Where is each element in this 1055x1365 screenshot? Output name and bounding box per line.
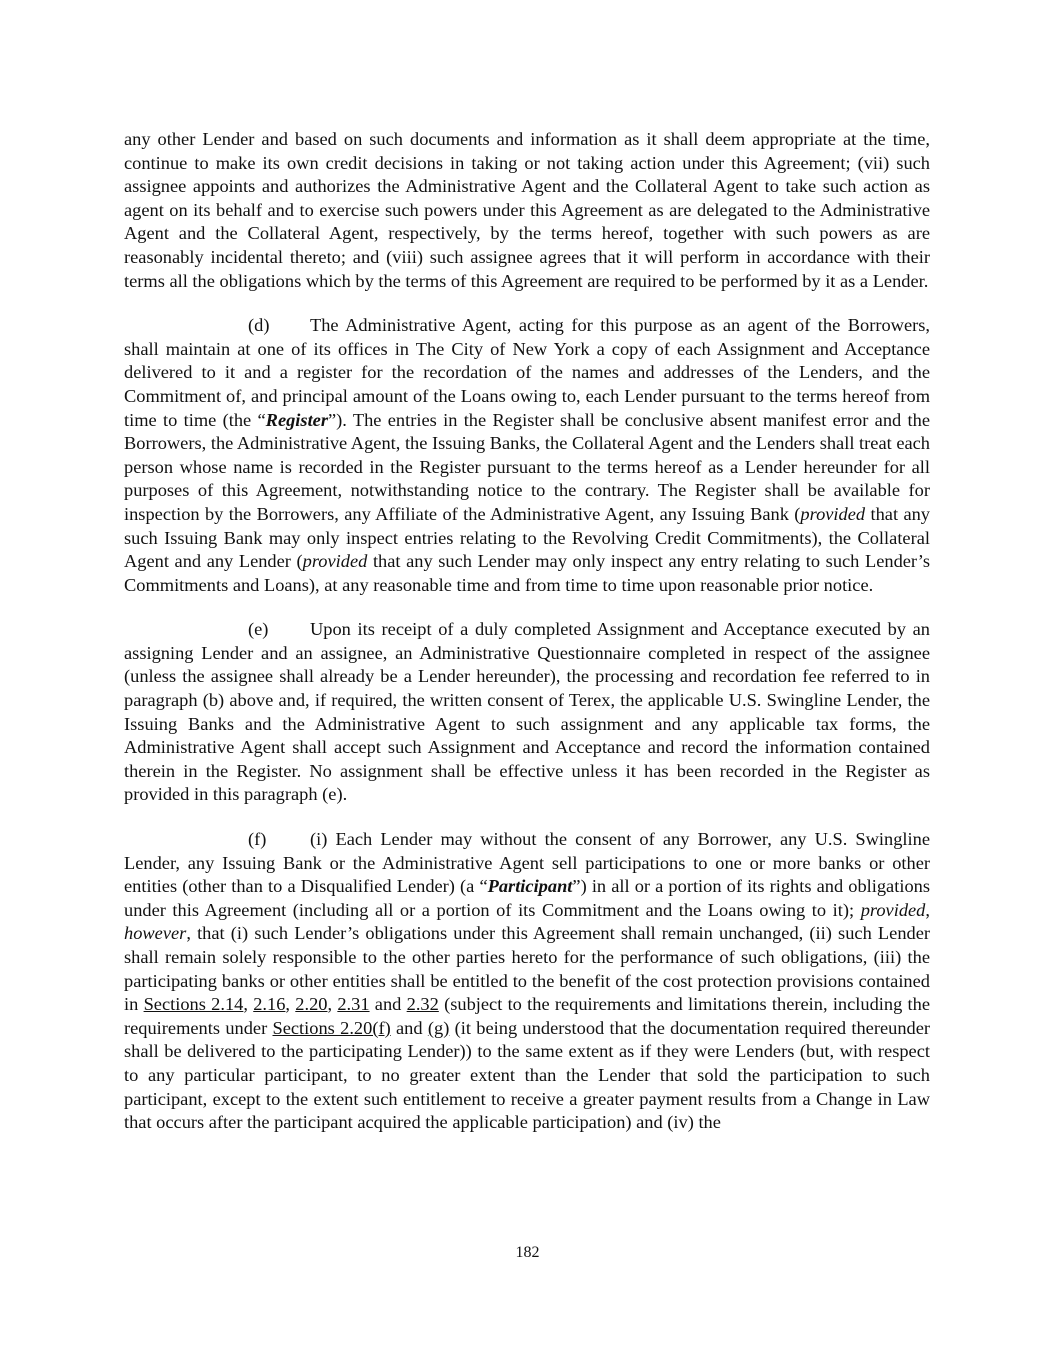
paragraph-f <box>124 828 930 1135</box>
paragraph-text: ”). The entries in the Register shall be conclusive absent manifest error and the Borrowers, the Administrative Agent, the Issuing Banks, the Collateral Agent and the Lenders shall treat each person whose name is recorded in the Register pursuant to the terms hereof as a Lender hereunder for all purposes of this Agreement, notwithstanding notice to the contrary. The Register shall be available for inspection by the Borrowers, any Affiliate of the Administrative Agent, any Issuing Bank ( <box>124 409 931 524</box>
defined-term-participant: Participant <box>487 876 573 897</box>
section-reference: Sections 2.20(f) <box>272 1017 391 1038</box>
page-number: 182 <box>515 1244 540 1261</box>
paragraph-marker: (d) <box>248 315 270 336</box>
italic-provided: provided <box>860 899 926 920</box>
paragraph-text: Upon its receipt of a duly completed Assignment and Acceptance executed by an assigning Lender and an assignee, an Administrative Questionnaire completed in respect of the assignee (unless the assignee shall already be a Lender hereunder), the processing and recordation fee referred to in paragraph (b) above and, if required, the written consent of Terex, the applicable U.S. Swingline Lender, the Issuing Banks and the Administrative Agent to such assignment and any applicable tax forms, the Administrative Agent shall accept such Assignment and Acceptance and record the information contained therein in the Register. No assignment shall be effective unless it has been recorded in the Register as provided in this paragraph (e). <box>124 619 930 805</box>
section-reference: Sections 2.14 <box>143 994 244 1015</box>
italic-provided: provided <box>800 503 866 524</box>
document-page <box>124 128 930 1156</box>
section-reference: 2.16 <box>253 994 286 1015</box>
paragraph-text: ”) in all or a portion of its rights and obligations under this Agreement (including all or a portion of its Commitment and the Loans owing to it); <box>124 876 930 920</box>
paragraph-text: (subject to the requirements and limitations therein, including the requirements under <box>124 994 931 1038</box>
separator: and <box>390 1017 428 1038</box>
paragraph-marker: (f) <box>248 829 267 850</box>
paragraph-continuation <box>124 128 930 293</box>
section-reference: 2.32 <box>406 994 439 1015</box>
paragraph-text: that any such Issuing Bank may only inspect entries relating to the Revolving Credit Commitments), the Collateral Agent and any Lender ( <box>124 503 931 572</box>
separator: , <box>243 994 254 1015</box>
paragraph-text: (it being understood that the documentation required thereunder shall be delivered to the participating Lender)) to the same extent as if they were Lenders (but, with respect to any particular participant, to no greater extent than the Lender that sold the participation to such participant, except to the extent such entitlement to receive a greater payment results from a Change in Law that occurs after the participant acquired the applicable participation) and (iv) the <box>124 1017 930 1133</box>
paragraph-marker: (e) <box>248 619 269 640</box>
paragraph-text: (i) Each Lender may without the consent of any Borrower, any U.S. Swingline Lender, any Issuing Bank or the Administrative Agent sell participations to one or more banks or other entities (other than to a Disqualified Lender) (a “ <box>124 829 930 897</box>
paragraph-text: , <box>925 899 930 920</box>
paragraph-d <box>124 314 930 597</box>
defined-term-register: Register <box>265 409 328 430</box>
italic-however: however <box>124 923 187 944</box>
separator: and <box>369 994 407 1015</box>
paragraph-text: , that (i) such Lender’s obligations under this Agreement shall remain unchanged, (ii) such Lender shall remain solely responsible to the other parties hereto for the performance of such obligations, (iii) the participating banks or other entities shall be entitled to the benefit of the cost protection provisions contained in <box>124 923 930 1015</box>
section-reference: 2.31 <box>337 994 370 1015</box>
separator: , <box>285 994 296 1015</box>
separator: , <box>327 994 338 1015</box>
section-reference: (g) <box>427 1017 450 1038</box>
paragraph-text: that any such Lender may only inspect any entry relating to such Lender’s Commitments and Loans), at any reasonable time and from time to time upon reasonable prior notice. <box>124 551 931 595</box>
section-reference: 2.20 <box>295 994 328 1015</box>
italic-provided: provided <box>302 551 368 572</box>
paragraph-text: any other Lender and based on such documents and information as it shall deem appropriate at the time, continue to make its own credit decisions in taking or not taking action under this Agreement; (vii) such assignee appoints and authorizes the Administrative Agent and the Collateral Agent to take such action as agent on its behalf and to exercise such powers under this Agreement as are delegated to the Administrative Agent and the Collateral Agent, respectively, by the terms hereof, together with such powers as are reasonably incidental thereto; and (viii) such assignee agrees that it will perform in accordance with their terms all the obligations which by the terms of this Agreement are required to be performed by it as a Lender. <box>124 129 930 291</box>
paragraph-e <box>124 618 930 807</box>
paragraph-text: The Administrative Agent, acting for this purpose as an agent of the Borrowers, shall maintain at one of its offices in The City of New York a copy of each Assignment and Acceptance delivered to it and a register for the recordation of the names and addresses of the Lenders, and the Commitment of, and principal amount of the Loans owing to, each Lender pursuant to the terms hereof from time to time (the “ <box>124 315 930 430</box>
